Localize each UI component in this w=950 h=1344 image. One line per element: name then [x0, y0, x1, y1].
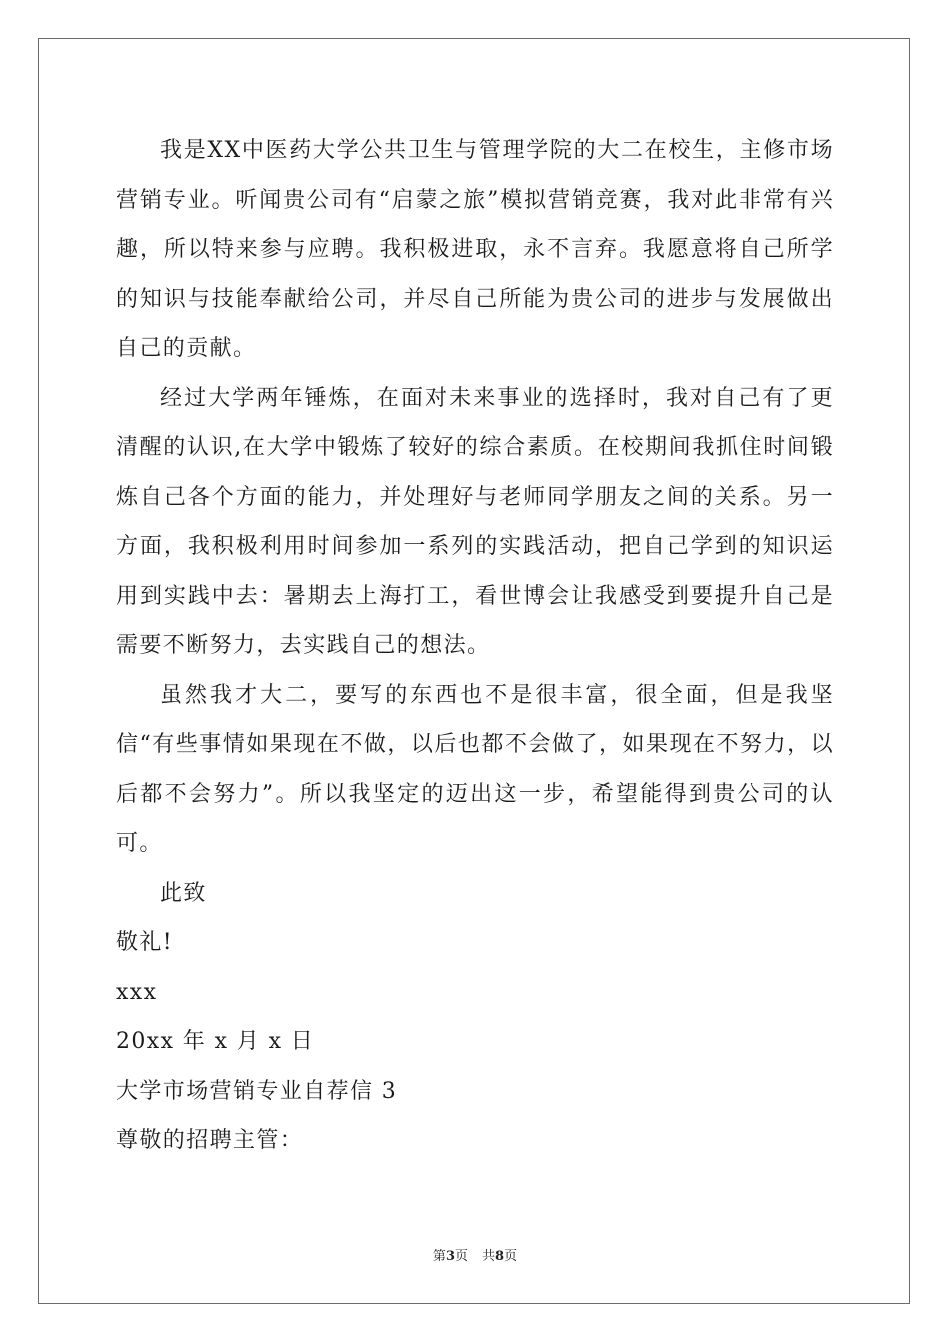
signature-line: xxx	[116, 979, 158, 1005]
page-footer	[0, 1245, 950, 1264]
salute-line: 敬礼!	[116, 930, 174, 955]
paragraph-experience: 经过大学两年锤炼，在面对未来事业的选择时，我对自己有了更清醒的认识,在大学中锻炼了较好的综合素质。在校期间我抓住时间锻炼自己各个方面的能力，并处理好与老师同学朋友之间的关系。另一方面，我积极利用时间参加一系列的实践活动，把自己学到的知识运用到实践中去：暑期去上海打工，看世博会让我感受到要提升自己是需要不断努力，去实践自己的想法。	[116, 385, 834, 658]
paragraph-intro: 我是XX中医药大学公共卫生与管理学院的大二在校生，主修市场营销专业。听闻贵公司有“启蒙之旅”模拟营销竞赛，我对此非常有兴趣，所以特来参与应聘。我积极进取，永不言弃。我愿意将自己所学的知识与技能奉献给公司，并尽自己所能为贵公司的进步与发展做出自己的贡献。	[116, 138, 834, 361]
footer-total-suffix: 页	[504, 1249, 518, 1264]
letter-body	[116, 126, 834, 1166]
footer-page-number: 3	[445, 1249, 455, 1264]
footer-prefix: 第	[432, 1249, 446, 1264]
next-letter-title: 大学市场营销专业自荐信 3	[116, 1078, 398, 1104]
footer-total-pages: 8	[495, 1249, 505, 1264]
footer-total-prefix: 共	[482, 1249, 496, 1264]
next-letter-greeting: 尊敬的招聘主管：	[116, 1128, 304, 1153]
closing-line: 此致	[160, 880, 207, 906]
footer-page-suffix: 页	[454, 1249, 468, 1264]
date-line: 20xx 年 x 月 x 日	[116, 1029, 315, 1054]
paragraph-conclusion: 虽然我才大二，要写的东西也不是很丰富，很全面，但是我坚信“有些事情如果现在不做，以后也都不会做了，如果现在不努力，以后都不会努力”。所以我坚定的迈出这一步，希望能得到贵公司的认可。	[116, 682, 834, 856]
